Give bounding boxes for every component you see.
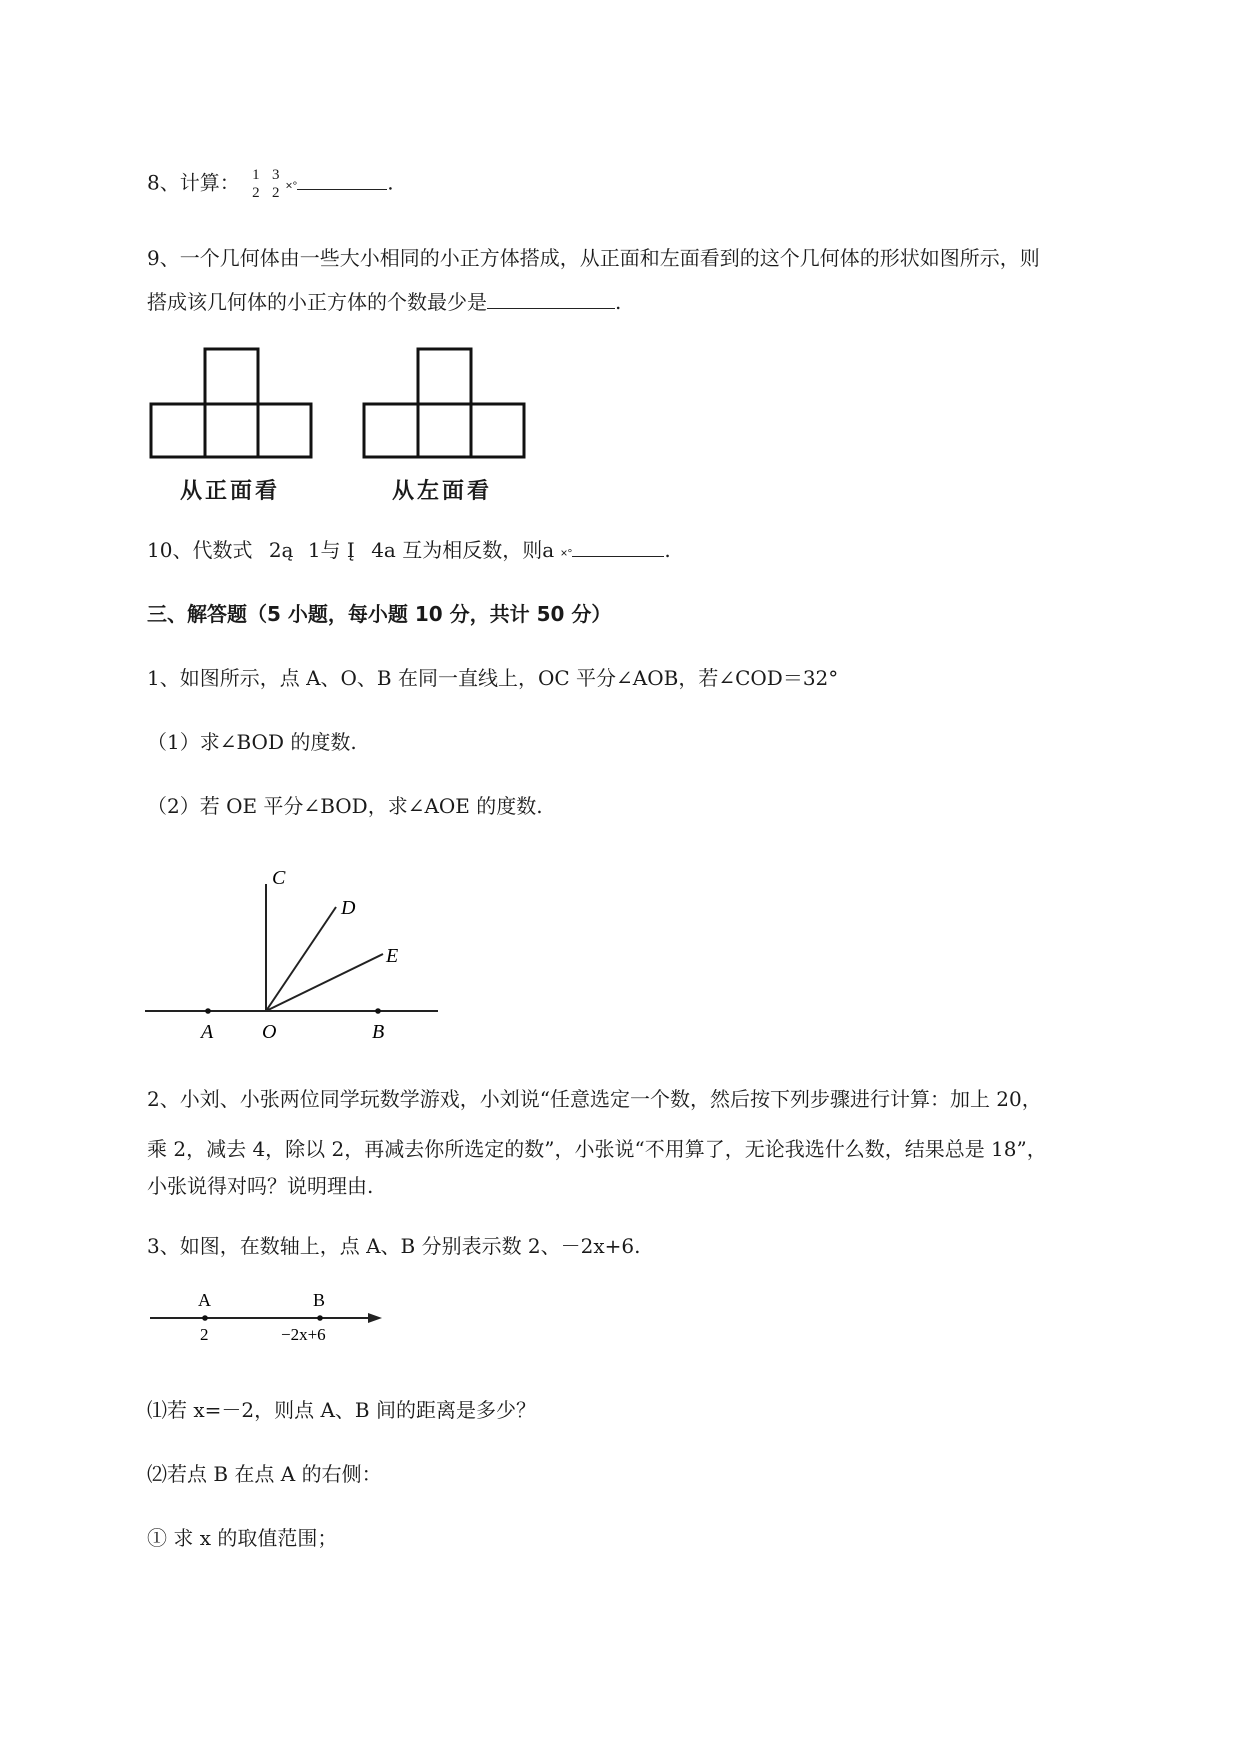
problem-3-sub-1: ⑴若 x=－2，则点 A、B 间的距离是多少？: [147, 1398, 536, 1422]
value-A: 2: [200, 1325, 209, 1344]
answer-blank[interactable]: [572, 542, 664, 557]
label-B: B: [313, 1290, 326, 1310]
point-A: [202, 1315, 208, 1321]
number-line-figure: [146, 1286, 386, 1356]
answer-blank[interactable]: [297, 175, 387, 190]
fraction-three-halves: 3 2: [271, 167, 280, 201]
problem-3-sub-3: ① 求 x 的取值范围；: [147, 1526, 338, 1550]
front-view-grid: [151, 349, 311, 457]
label-E: E: [386, 945, 399, 967]
problem-1-sub-1: （1）求∠BOD 的度数.: [147, 730, 357, 754]
label-A: A: [201, 1021, 214, 1043]
label-D: D: [341, 897, 356, 919]
problem-1-sub-2: （2）若 OE 平分∠BOD，求∠AOE 的度数.: [147, 794, 543, 818]
left-view-grid: [364, 349, 524, 457]
garbled-glyph: Į: [346, 538, 355, 562]
problem-1-statement: 1、如图所示，点 A、O、B 在同一直线上，OC 平分∠AOB，若∠COD＝32°: [147, 666, 839, 690]
question-10: 10、代数式 2ą 1与 Į 4a 互为相反数，则a ×° .: [147, 538, 671, 562]
fraction-one-half: 1 2: [252, 167, 260, 201]
answer-blank[interactable]: [487, 294, 615, 309]
section-3-heading: 三、解答题（5 小题，每小题 10 分，共计 50 分）: [147, 602, 612, 626]
q10-garbled-symbol: ×°: [560, 546, 573, 560]
label-A: A: [198, 1290, 211, 1310]
expr-1-with: 1与: [307, 538, 341, 562]
q8-garbled-symbol: ×°: [285, 178, 298, 193]
problem-2-line-1: 2、小刘、小张两位同学玩数学游戏，小刘说“任意选定一个数，然后按下列步骤进行计算：加上 20，: [147, 1087, 1042, 1111]
problem-3-statement: 3、如图，在数轴上，点 A、B 分别表示数 2、－2x+6.: [147, 1234, 641, 1258]
problem-2-line-2: 乘 2，减去 4，除以 2，再减去你所选定的数”，小张说“不用算了，无论我选什么数，结果总是 18”，: [147, 1137, 1047, 1161]
q8-period: .: [387, 170, 394, 195]
point-B: [317, 1315, 323, 1321]
ray-OD: [266, 907, 336, 1011]
problem-3-sub-2: ⑵若点 B 在点 A 的右侧：: [147, 1462, 382, 1486]
caption-front-view: 从正面看: [180, 479, 281, 504]
label-B: B: [372, 1021, 385, 1043]
caption-left-view: 从左面看: [392, 479, 493, 504]
value-B: −2x+6: [281, 1325, 326, 1344]
question-9-line-1: 9、一个几何体由一些大小相同的小正方体搭成，从正面和左面看到的这个几何体的形状如图所示，则: [147, 246, 1040, 270]
label-C: C: [272, 867, 286, 889]
angle-figure: [140, 862, 450, 1050]
problem-2-line-3: 小张说得对吗？说明理由.: [147, 1174, 374, 1198]
question-8: [147, 166, 394, 202]
point-B: [375, 1008, 381, 1014]
label-O: O: [262, 1021, 277, 1043]
expr-4a: 4a: [371, 538, 396, 562]
ray-OE: [266, 954, 383, 1011]
question-9-line-2: 搭成该几何体的小正方体的个数最少是 .: [147, 290, 622, 314]
q8-label: 8、计算：: [147, 170, 240, 195]
arrow-right-icon: [368, 1313, 382, 1323]
point-A: [205, 1008, 211, 1014]
expr-2a: 2ą: [268, 538, 294, 562]
var-a: a: [542, 538, 555, 562]
